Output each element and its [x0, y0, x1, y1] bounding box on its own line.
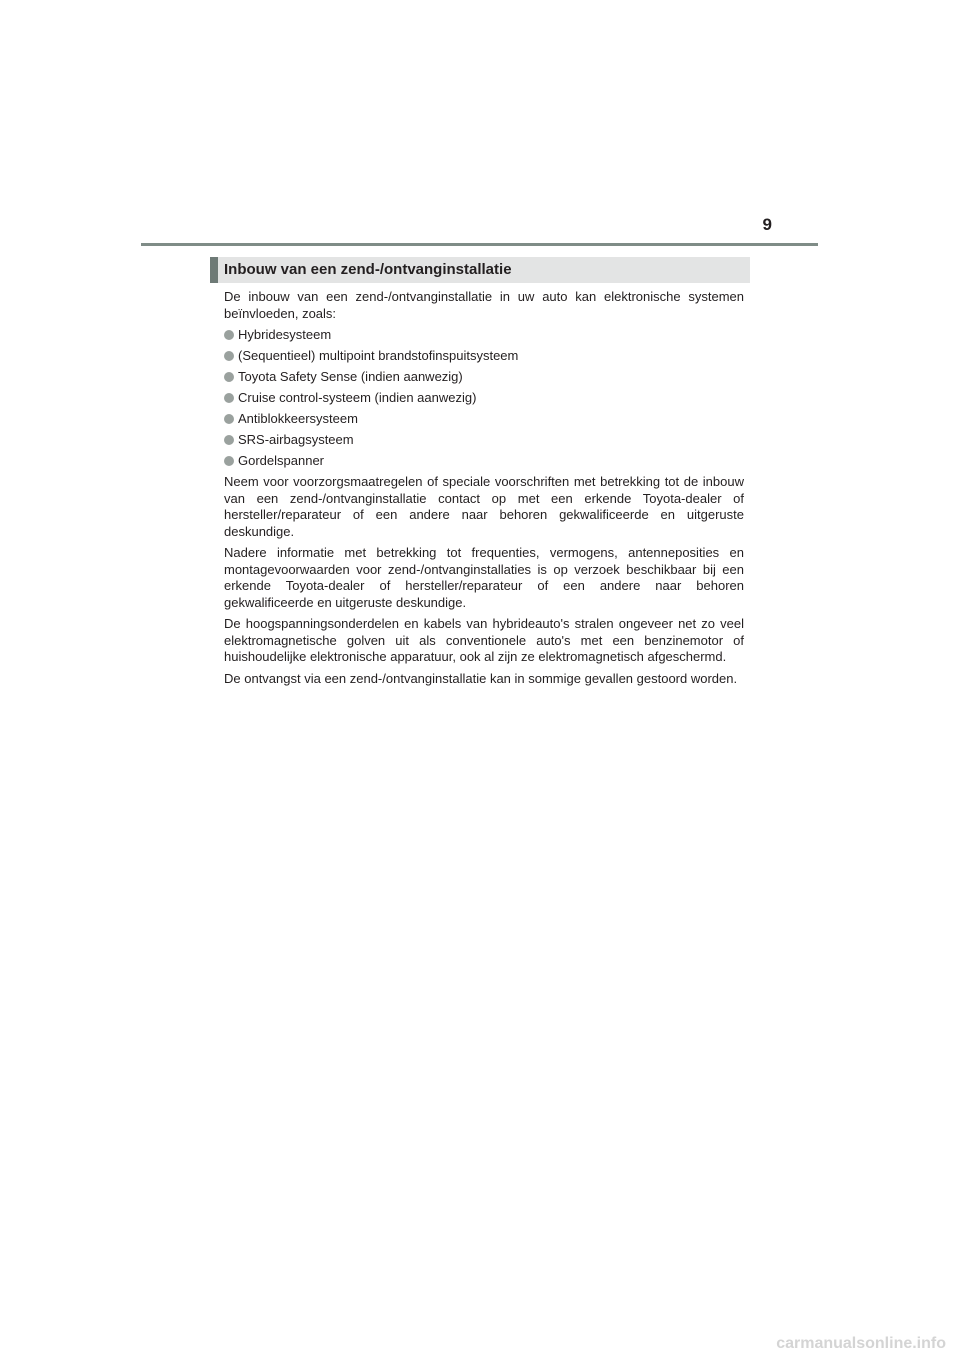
list-item-label: Gordelspanner	[238, 453, 324, 468]
high-voltage-paragraph: De hoogspanningsonderdelen en kabels van hybrideauto's stralen ongeveer net zo veel elektromagnetische golven uit als conventionele auto's met een benzinemotor of huishoudelijke elektronische apparatuur, ook al zijn ze elektromagnetisch afgeschermd.	[224, 616, 744, 664]
section-heading-bar	[210, 257, 750, 283]
frequency-info-paragraph: Nadere informatie met betrekking tot frequenties, vermogens, antenneposities en montagevoorwaarden voor zend-/ontvanginstallaties is op verzoek beschikbaar bij een erkende Toyota-dealer of hersteller/reparateur of een andere naar behoren gekwalificeerde en uitgeruste deskundige.	[224, 545, 744, 610]
bullet-icon	[224, 351, 234, 361]
list-item	[224, 432, 744, 449]
list-item-label: Antiblokkeersysteem	[238, 411, 358, 426]
intro-paragraph: De inbouw van een zend-/ontvanginstallatie in uw auto kan elektronische systemen beïnvloeden, zoals:	[224, 289, 744, 321]
list-item	[224, 348, 744, 365]
bullet-icon	[224, 372, 234, 382]
content-body	[224, 289, 744, 692]
list-item-label: Cruise control-systeem (indien aanwezig)	[238, 390, 477, 405]
section-title: Inbouw van een zend-/ontvanginstallatie	[224, 261, 512, 278]
list-item	[224, 327, 744, 344]
list-item-label: Toyota Safety Sense (indien aanwezig)	[238, 369, 463, 384]
page-number: 9	[762, 215, 772, 234]
list-item-label: (Sequentieel) multipoint brandstofinspuitsysteem	[238, 348, 519, 363]
bullet-icon	[224, 456, 234, 466]
bullet-icon	[224, 393, 234, 403]
list-item-label: SRS-airbagsysteem	[238, 432, 354, 447]
bullet-icon	[224, 330, 234, 340]
reception-paragraph: De ontvangst via een zend-/ontvanginstallatie kan in sommige gevallen gestoord worden.	[224, 670, 738, 686]
dealer-advice-paragraph: Neem voor voorzorgsmaatregelen of speciale voorschriften met betrekking tot de inbouw van een zend-/ontvanginstallatie contact op met een erkende Toyota-dealer of hersteller/reparateur of een andere naar behoren gekwalificeerde en uitgeruste deskundige.	[224, 474, 744, 539]
list-item	[224, 411, 744, 428]
list-item-label: Hybridesysteem	[238, 327, 332, 342]
bullet-icon	[224, 435, 234, 445]
watermark-text: carmanualsonline.info	[776, 1335, 946, 1352]
systems-list	[224, 327, 744, 470]
list-item	[224, 453, 744, 470]
bullet-icon	[224, 414, 234, 424]
header-rule	[141, 243, 818, 246]
list-item	[224, 369, 744, 386]
list-item	[224, 390, 744, 407]
